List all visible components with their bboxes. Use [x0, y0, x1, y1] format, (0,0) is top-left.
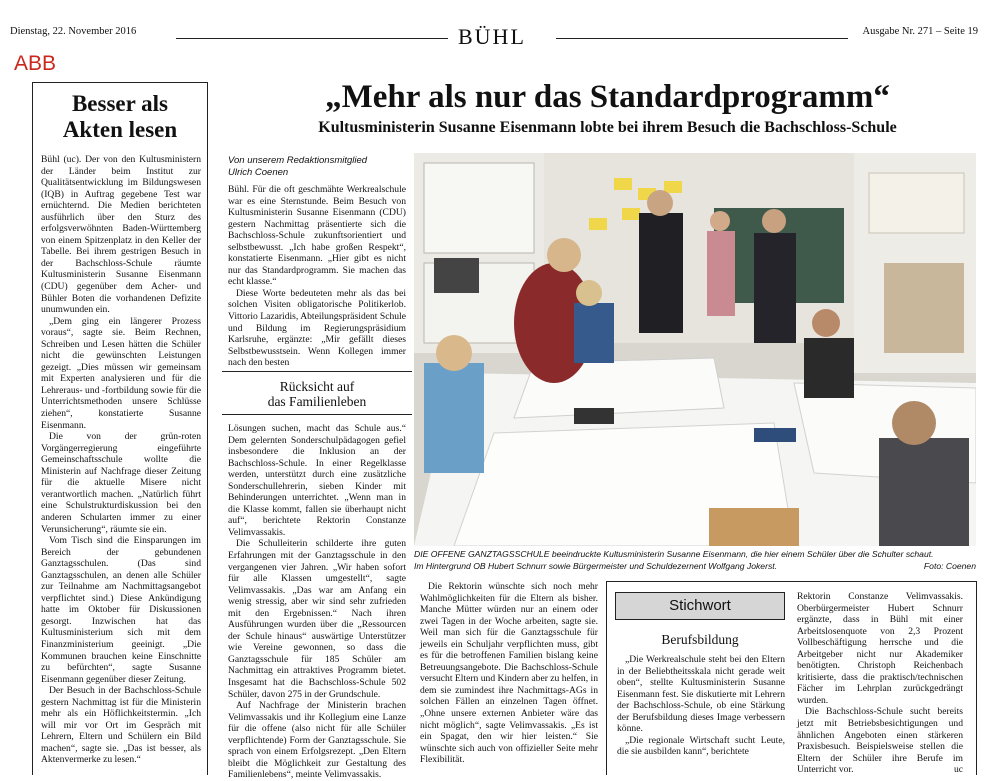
stichwort-signature: uc	[953, 764, 963, 776]
subhead-line2: das Familienleben	[267, 394, 367, 409]
stichwort-paragraph: Die Bachschloss-Schule sucht bereits jetzt mit Betriebsbesichtigungen und ähnlichen Angeboten einen stärkeren Praxisbesuch. Beispielsweise stellen die Eltern der Schüler ihre Berufe im Unterricht vor.	[797, 706, 963, 776]
stichwort-col-right	[797, 591, 963, 776]
article-subheadline: Kultusministerin Susanne Eisenmann lobte bei ihrem Besuch die Bachschloss-Schule	[318, 119, 897, 136]
stichwort-heading: Berufsbildung	[661, 632, 739, 647]
caption-line1	[414, 549, 976, 561]
stichwort-box	[606, 581, 977, 775]
byline	[228, 155, 367, 178]
sidebar-paragraph: „Dem ging ein längerer Prozess voraus“, sagte sie. Beim Rechnen, Schreiben und Lesen hätten die Schüler nicht die gewünschten Leistungen gezeigt. „Dies müssen wir gemeinsam mit Experten analysieren und für die Lehreraus- und -fortbildung sowie für die Unterrichtsmethoden unsere Schlüsse ziehen“, konstatierte Susanne Eisenmann.	[41, 315, 201, 431]
city-title: BÜHL	[458, 24, 526, 49]
stichwort-label: Stichwort	[615, 592, 785, 620]
photo-credit: Foto: Coenen	[923, 560, 976, 571]
stichwort-paragraph: Rektorin Constanze Velimvassakis. Oberbürgermeister Hubert Schnurr ergänzte, dass in Bühl mit einer Arbeitslosenquote von 2,3 Prozent Vollbeschäftigung herrsche und die Arbeitgeber nicht nur Akademiker benötigten. Christoph Reichenbach kritisierte, dass die praktisch/technischen Fächer im Lehrplan zurückgedrängt wurden.	[797, 591, 963, 706]
article-col1-top	[228, 184, 406, 369]
article-paragraph: Die Schulleiterin schilderte ihre guten Erfahrungen mit der Ganztagsschule in den vergangenen vier Jahren. „Wir haben sofort für alle Klassen umgestellt“, sagte Velimvassakis. „Das war am Anfang ein wenig stressig, aber wir sind sehr zufrieden mit den Ergebnissen.“ Nach ihren Ausführungen wurden über die „Ressourcen der Schule hinaus“ auswärtige Unterstützer wie Vereine gewonnen, so dass die Ganztagsschule für 185 Schüler am Nachmittag ein attraktives Programm bietet. Insgesamt hat die Bachschloss-Schule 502 Schüler, davon 275 in der Grundschule.	[228, 538, 406, 700]
sidebar-title-line1: Besser als	[71, 91, 169, 116]
sidebar-body	[41, 154, 201, 766]
subhead-rule-top	[222, 371, 412, 372]
issue-date: Dienstag, 22. November 2016	[10, 26, 137, 37]
classroom-photo	[414, 153, 976, 546]
article-headline: „Mehr als nur das Standardprogramm“	[325, 79, 890, 115]
article-paragraph: Auf Nachfrage der Ministerin brachen Velimvassakis und ihr Kollegium eine Lanze für die offene (also nicht für alle Schüler verpflichtende) Form der Ganztagsschule. Sie sprach von einem Erfolgsrezept. „Den Eltern bleibt die Möglichkeit zur Gestaltung des Familienlebens“, meinte Velimvassakis.	[228, 700, 406, 781]
stichwort-col-left	[617, 654, 785, 758]
article-paragraph: Die Rektorin wünschte sich noch mehr Wahlmöglichkeiten für die Eltern als bisher. Manche Mütter würden nur an einem oder zwei Tagen in der Woche arbeiten, sagte sie. Weil man sich für die Ganztagsschule für jeweils ein Schuljahr verpflichten muss, gibt es für die betroffenen Familien bislang keine Betreuungsangebote. Die Bachschloss-Schule versucht Eltern und Kindern aber zu helfen, in dem sie zumindest ihre Nachmittags-AGs in solchen Fällen an einzelnen Tagen öffnet. „Ohne unsere externen Anbieter wäre das nicht möglich“, sagte Velimvassakis. „Es ist ein Spagat, den wir hier leisten.“ Sie wünschte sich auch von offizieller Seite mehr Flexibilität.	[420, 581, 598, 766]
subhead-rule-bottom	[222, 414, 412, 415]
caption-lead: DIE OFFENE GANZTAGSSCHULE	[414, 549, 550, 559]
article-paragraph: Bühl. Für die oft geschmähte Werkrealschule war es eine Sternstunde. Beim Besuch von Kultusministerin Susanne Eisenmann (CDU) gestern Nachmittag präsentierte sich die Bachschloss-Schule zukunftsorientiert und selbstbewusst. „Ich habe großen Respekt“, konstatierte Eisenmann. „Hier gibt es nicht nur das Standardprogramm. Sie machen das echt klasse.“	[228, 184, 406, 288]
subhead-line1: Rücksicht auf	[279, 379, 355, 394]
article-col2	[420, 581, 598, 766]
classroom-photo-illustration	[414, 153, 976, 546]
stichwort-paragraph: „Die regionale Wirtschaft sucht Leute, die sie ausbilden kann“, berichtete	[617, 734, 785, 758]
sidebar-paragraph: Die von der grün-roten Vorgängerregierung eingeführte Gemeinschaftsschule wollte die Ministerin auf Nachfrage dieser Zeitung für die aktuelle Misere nicht verantwortlich machen. „Natürlich führt eine Schulstrukturdiskussion bei den anderen Schularten immer zu einer Verunsicherung“, räumte sie ein.	[41, 431, 201, 535]
sidebar-title	[33, 91, 207, 143]
photo-caption	[414, 549, 976, 572]
article-col1-bottom	[228, 423, 406, 781]
article-paragraph: Diese Worte bedeuteten mehr als das bei solchen Visiten obligatorische Politikerlob. Vittorio Lazaridis, Abteilungspräsident Schule und Bildung im Regierungspräsidium Karlsruhe, ergänzte: „Mir gefällt dieses Selbstbewusstsein. Wenn Kollegen immer nach den besten	[228, 287, 406, 369]
caption-line2	[414, 561, 976, 573]
sidebar-box	[32, 82, 208, 775]
abb-label: ABB	[14, 52, 57, 75]
caption-text-2: Im Hintergrund OB Hubert Schnurr sowie Bürgermeister und Schuldezernent Wolfgang Jokerst.	[414, 560, 778, 571]
header-rule-right	[556, 38, 848, 39]
caption-text: beeindruckte Kultusministerin Susanne Eisenmann, die hier einem Schüler über die Schulter schaut.	[549, 549, 934, 559]
byline-line1: Von unserem Redaktionsmitglied	[228, 155, 368, 166]
header-rule-left	[176, 38, 448, 39]
stichwort-paragraph: „Die Werkrealschule steht bei den Eltern in der Beliebtheitsskala nicht gerade weit oben“, stellte Kultusministerin Susanne Eisenmann fest. Sie diskutierte mit Lehrern der Bachschloss-Schule, ob eine Stärkung der Berufsbildung dieses Image verbessern könne.	[617, 654, 785, 735]
sidebar-paragraph: Der Besuch in der Bachschloss-Schule gestern Nachmittag ist für die Ministerin mehr als ein Höflichkeitstermin. „Ich will mir vor Ort im Gespräch mit Lehrern, Eltern und Schülern ein Bild machen“, sagte sie. „Das ist besser, als Aktenvermerke zu lesen.“	[41, 685, 201, 766]
subhead	[222, 379, 412, 409]
sidebar-paragraph: Bühl (uc). Der von den Kultusministern der Länder beim Institut zur Qualitätsentwicklung im Bildungswesen (IQB) in Auftrag gegebene Test war ernüchternd. Die Medien berichteten ausführlich über den Sturz des erfolgsverwöhnten Baden-Württemberg von einem Spitzenplatz in den Keller der Tabelle. Bei ihrem gestrigen Besuch in der Bachschloss-Schule räumte Kultusministerin Susanne Eisenmann (CDU) gegenüber dem Acher- und Bühler Boten die vorhandenen Defizite unumwunden ein.	[41, 154, 201, 316]
page-number: Ausgabe Nr. 271 – Seite 19	[862, 26, 978, 37]
byline-author: Ulrich Coenen	[228, 166, 289, 178]
article-paragraph: Lösungen suchen, macht das Schule aus.“ Dem gelernten Sonderschulpädagogen gefiel insbesondere die Inklusion an der Bachschloss-Schule. In einer Regelklasse werden, unterstützt durch eine zusätzliche Sonderschullehrerin, sieben Kinder mit Behinderungen unterrichtet. „Wenn man in die Klasse kommt, fallen sie überhaupt nicht auf“, berichtete Rektorin Constanze Velimvassakis.	[228, 423, 406, 538]
sidebar-paragraph: Vom Tisch sind die Einsparungen im Bereich der gebundenen Ganztagsschulen. (Das sind Ganztagsschulen, an denen alle Schüler zur Teilnahme am Nachmittagsangebot verpflichtet sind.) Diese Ankündigung hatte im Oktober für Diskussionen gesorgt. Inzwischen hat das Kultusministerium sich mit dem Finanzministerium geeinigt. „Die Kommunen brauchen keine Einschnitte zu befürchten“, sagte Susanne Eisenmann gegenüber dieser Zeitung.	[41, 535, 201, 685]
sidebar-title-line2: Akten lesen	[62, 117, 178, 142]
